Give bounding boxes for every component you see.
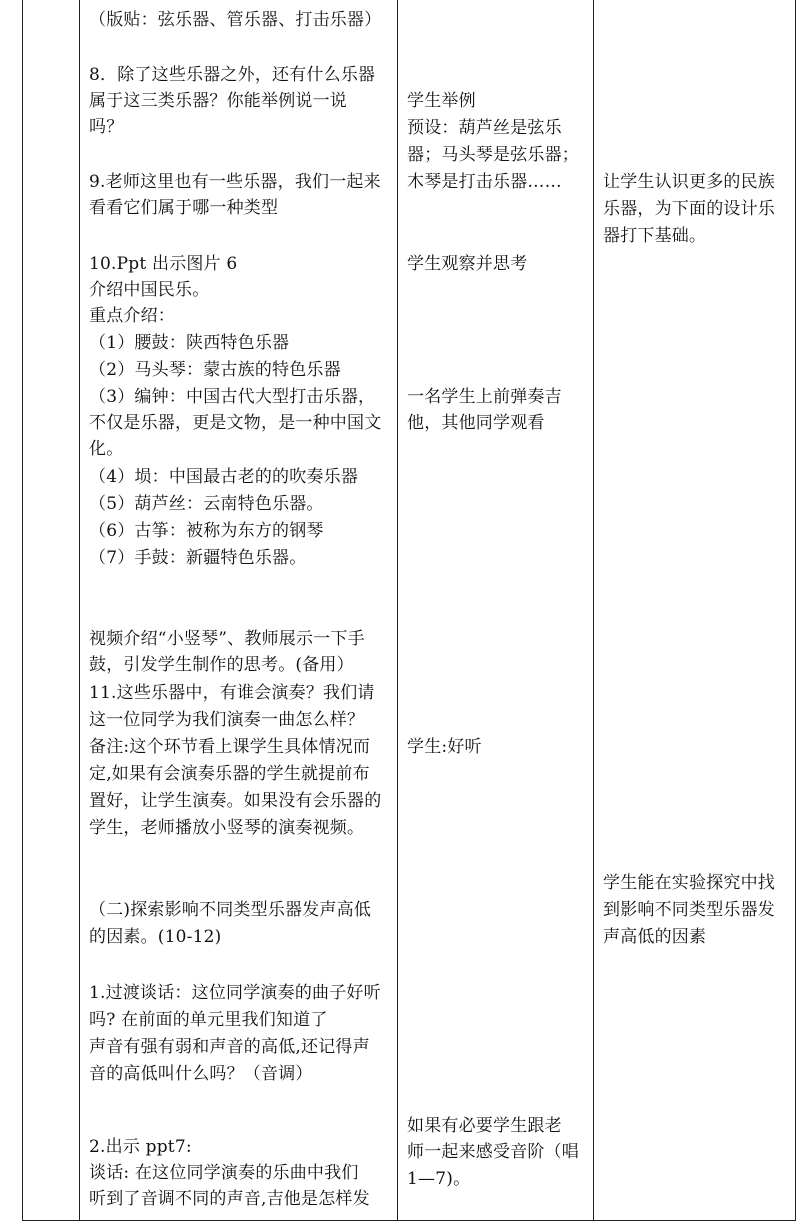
text-line: （3）编钟：中国古代大型打击乐器， <box>89 387 376 407</box>
text-line: 预设：葫芦丝是弦乐 <box>407 118 562 138</box>
text-line: 吗？ <box>89 117 124 137</box>
text-line: 学生:好听 <box>407 737 482 757</box>
lesson-plan-table <box>22 0 796 1221</box>
text-line: 学生举例 <box>407 91 476 111</box>
text-line: 声音有强有弱和声音的高低,还记得声 <box>89 1037 370 1057</box>
text-line: （7）手鼓：新疆特色乐器。 <box>89 548 307 568</box>
text-line: 乐器，为下面的设计乐 <box>603 199 775 219</box>
text-line: 定,如果有会演奏乐器的学生就提前布 <box>89 764 370 784</box>
text-line: （6）古筝：被称为东方的钢琴 <box>89 521 324 541</box>
text-line: 9.老师这里也有一些乐器，我们一起来 <box>89 172 381 192</box>
text-line: 视频介绍“小竖琴”、教师展示一下手 <box>89 629 365 649</box>
text-line: （4）埙：中国最古老的的吹奏乐器 <box>89 467 359 487</box>
text-line: 学生能在实验探究中找 <box>603 873 775 893</box>
text-line: 让学生认识更多的民族 <box>603 172 775 192</box>
text-line: 1—7)。 <box>407 1169 471 1189</box>
text-line: 11.这些乐器中，有谁会演奏？我们请 <box>89 683 375 703</box>
design-intent-column <box>603 0 791 1220</box>
text-line: （2）马头琴：蒙古族的特色乐器 <box>89 360 341 380</box>
text-line: 化。 <box>89 439 124 459</box>
text-line: 学生观察并思考 <box>407 254 528 274</box>
text-line: 音的高低叫什么吗？（音调） <box>89 1064 313 1084</box>
text-line: （1）腰鼓：陕西特色乐器 <box>89 333 290 353</box>
text-line: 介绍中国民乐。 <box>89 280 210 300</box>
text-line: 鼓，引发学生制作的思考。(备用） <box>89 655 354 675</box>
text-line: （版贴：弦乐器、管乐器、打击乐器） <box>89 10 382 30</box>
text-line: （5）葫芦丝：云南特色乐器。 <box>89 494 324 514</box>
text-line: 到影响不同类型乐器发 <box>603 900 775 920</box>
text-line: 木琴是打击乐器…… <box>407 172 562 192</box>
text-line: 的因素。(10-12) <box>89 927 222 947</box>
text-line: 听到了音调不同的声音,吉他是怎样发 <box>89 1189 370 1209</box>
text-line: 这一位同学为我们演奏一曲怎么样？ <box>89 710 365 730</box>
text-line: 声高低的因素 <box>603 927 707 947</box>
blank-column <box>23 0 79 1220</box>
text-line: 不仅是乐器，更是文物，是一种中国文 <box>89 413 382 433</box>
text-line: 2.出示 ppt7: <box>89 1137 192 1157</box>
text-line: 置好，让学生演奏。如果没有会乐器的 <box>89 791 382 811</box>
text-line: 8．除了这些乐器之外，还有什么乐器 <box>89 65 376 85</box>
teacher-activity-column <box>89 0 393 1220</box>
student-activity-column <box>407 0 591 1220</box>
text-line: 谈话: 在这位同学演奏的乐曲中我们 <box>89 1163 359 1183</box>
text-line: （二)探索影响不同类型乐器发声高低 <box>89 900 372 920</box>
text-line: 学生，老师播放小竖琴的演奏视频。 <box>89 818 365 838</box>
text-line: 属于这三类乐器？你能举例说一说 <box>89 91 347 111</box>
column-divider-2 <box>397 0 398 1220</box>
text-line: 1.过渡谈话：这位同学演奏的曲子好听 <box>89 983 381 1003</box>
text-line: 器；马头琴是弦乐器； <box>407 145 579 165</box>
text-line: 10.Ppt 出示图片 6 <box>89 254 238 274</box>
text-line: 他，其他同学观看 <box>407 413 545 433</box>
text-line: 师一起来感受音阶（唱 <box>407 1142 579 1162</box>
text-line: 如果有必要学生跟老 <box>407 1116 562 1136</box>
column-divider-3 <box>593 0 594 1220</box>
column-divider-1 <box>79 0 80 1220</box>
text-line: 备注:这个环节看上课学生具体情况而 <box>89 737 371 757</box>
text-line: 吗? 在前面的单元里我们知道了 <box>89 1010 328 1030</box>
text-line: 重点介绍： <box>89 306 175 326</box>
text-line: 器打下基础。 <box>603 226 707 246</box>
text-line: 一名学生上前弹奏吉 <box>407 387 562 407</box>
text-line: 看看它们属于哪一种类型 <box>89 198 279 218</box>
